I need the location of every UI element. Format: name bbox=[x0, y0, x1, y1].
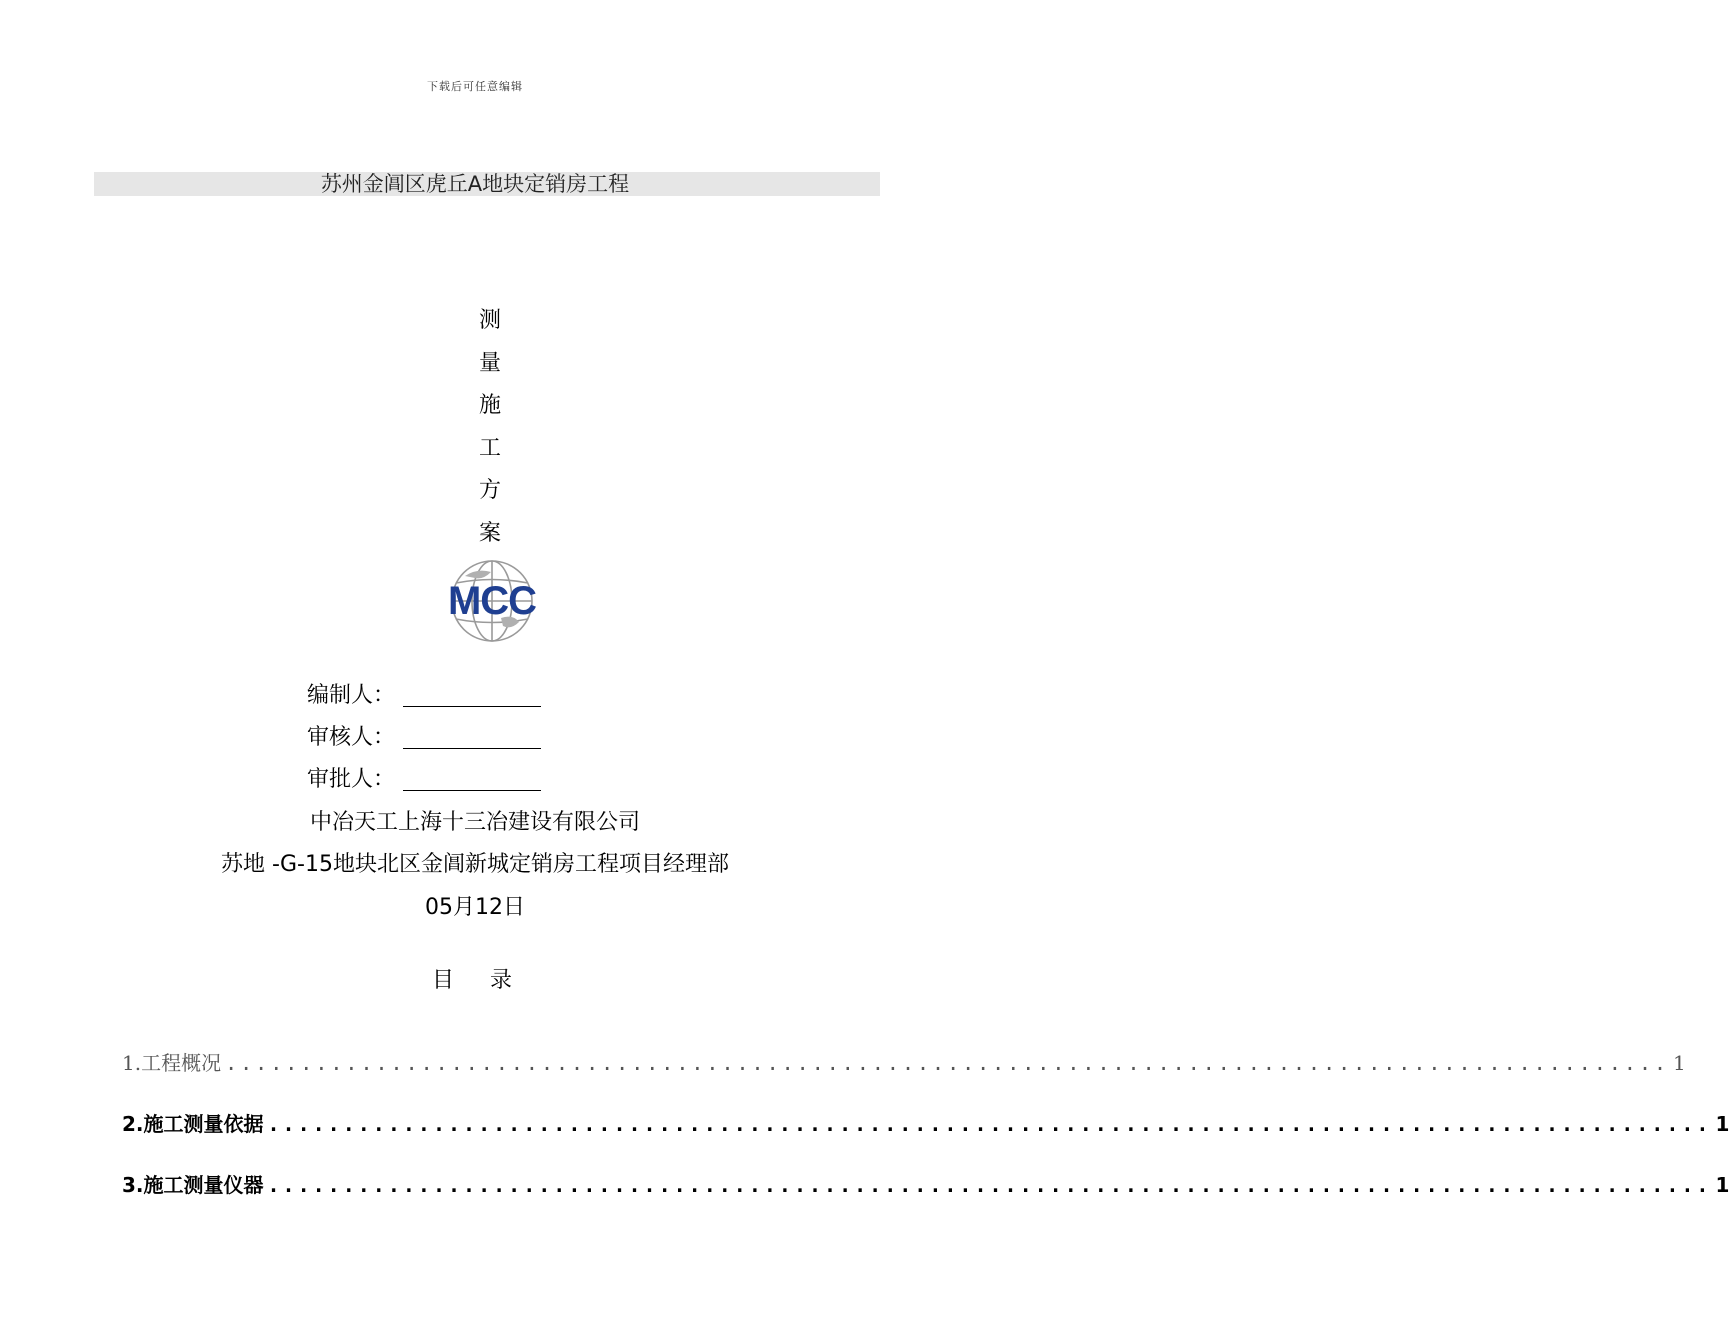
company-name: 中冶天工上海十三冶建设有限公司 bbox=[309, 810, 640, 835]
logo-text: MCC bbox=[447, 579, 537, 623]
toc-item[interactable] bbox=[122, 1049, 1686, 1077]
document-date: 05月12日 bbox=[425, 895, 525, 920]
toc-item-page: 1 bbox=[1715, 1173, 1729, 1197]
toc-item[interactable] bbox=[122, 1171, 1729, 1199]
toc-title: 目录 bbox=[431, 968, 548, 993]
signature-row-reviewer bbox=[307, 723, 541, 753]
department-name: 苏地 -G-15地块北区金阊新城定销房工程项目经理部 bbox=[221, 852, 729, 877]
toc-item-page: 1 bbox=[1673, 1051, 1686, 1075]
title-char: 方 bbox=[478, 478, 501, 503]
signature-blank bbox=[403, 686, 541, 707]
title-char: 工 bbox=[478, 435, 501, 461]
title-char: 案 bbox=[478, 520, 501, 546]
header-note: 下载后可任意编辑 bbox=[427, 80, 523, 93]
signature-label: 审核人： bbox=[307, 725, 396, 750]
mcc-logo bbox=[425, 558, 560, 644]
project-title: 苏州金阊区虎丘A地块定销房工程 bbox=[320, 172, 630, 196]
document-title-vertical bbox=[460, 300, 520, 555]
toc-item-label: 3.施工测量仪器 bbox=[122, 1173, 264, 1197]
title-char: 施 bbox=[478, 393, 501, 418]
toc-leader: ................................................................................................ bbox=[267, 1173, 1712, 1197]
toc-item[interactable] bbox=[122, 1110, 1729, 1138]
toc-item-page: 1 bbox=[1715, 1112, 1729, 1136]
toc-item-label: 1.工程概况 bbox=[122, 1051, 222, 1075]
title-char: 测 bbox=[478, 308, 501, 333]
toc-leader: ................................................................................................ bbox=[225, 1051, 1670, 1075]
title-char: 量 bbox=[478, 350, 501, 376]
signature-blank bbox=[403, 770, 541, 791]
signature-row-approver bbox=[307, 765, 541, 795]
toc-leader: ................................................................................................ bbox=[267, 1112, 1712, 1136]
toc-item-label: 2.施工测量依据 bbox=[122, 1112, 264, 1136]
signature-row-compiler bbox=[307, 681, 541, 711]
signature-label: 审批人： bbox=[307, 767, 396, 792]
signature-blank bbox=[403, 728, 541, 749]
signature-label: 编制人： bbox=[307, 683, 396, 708]
